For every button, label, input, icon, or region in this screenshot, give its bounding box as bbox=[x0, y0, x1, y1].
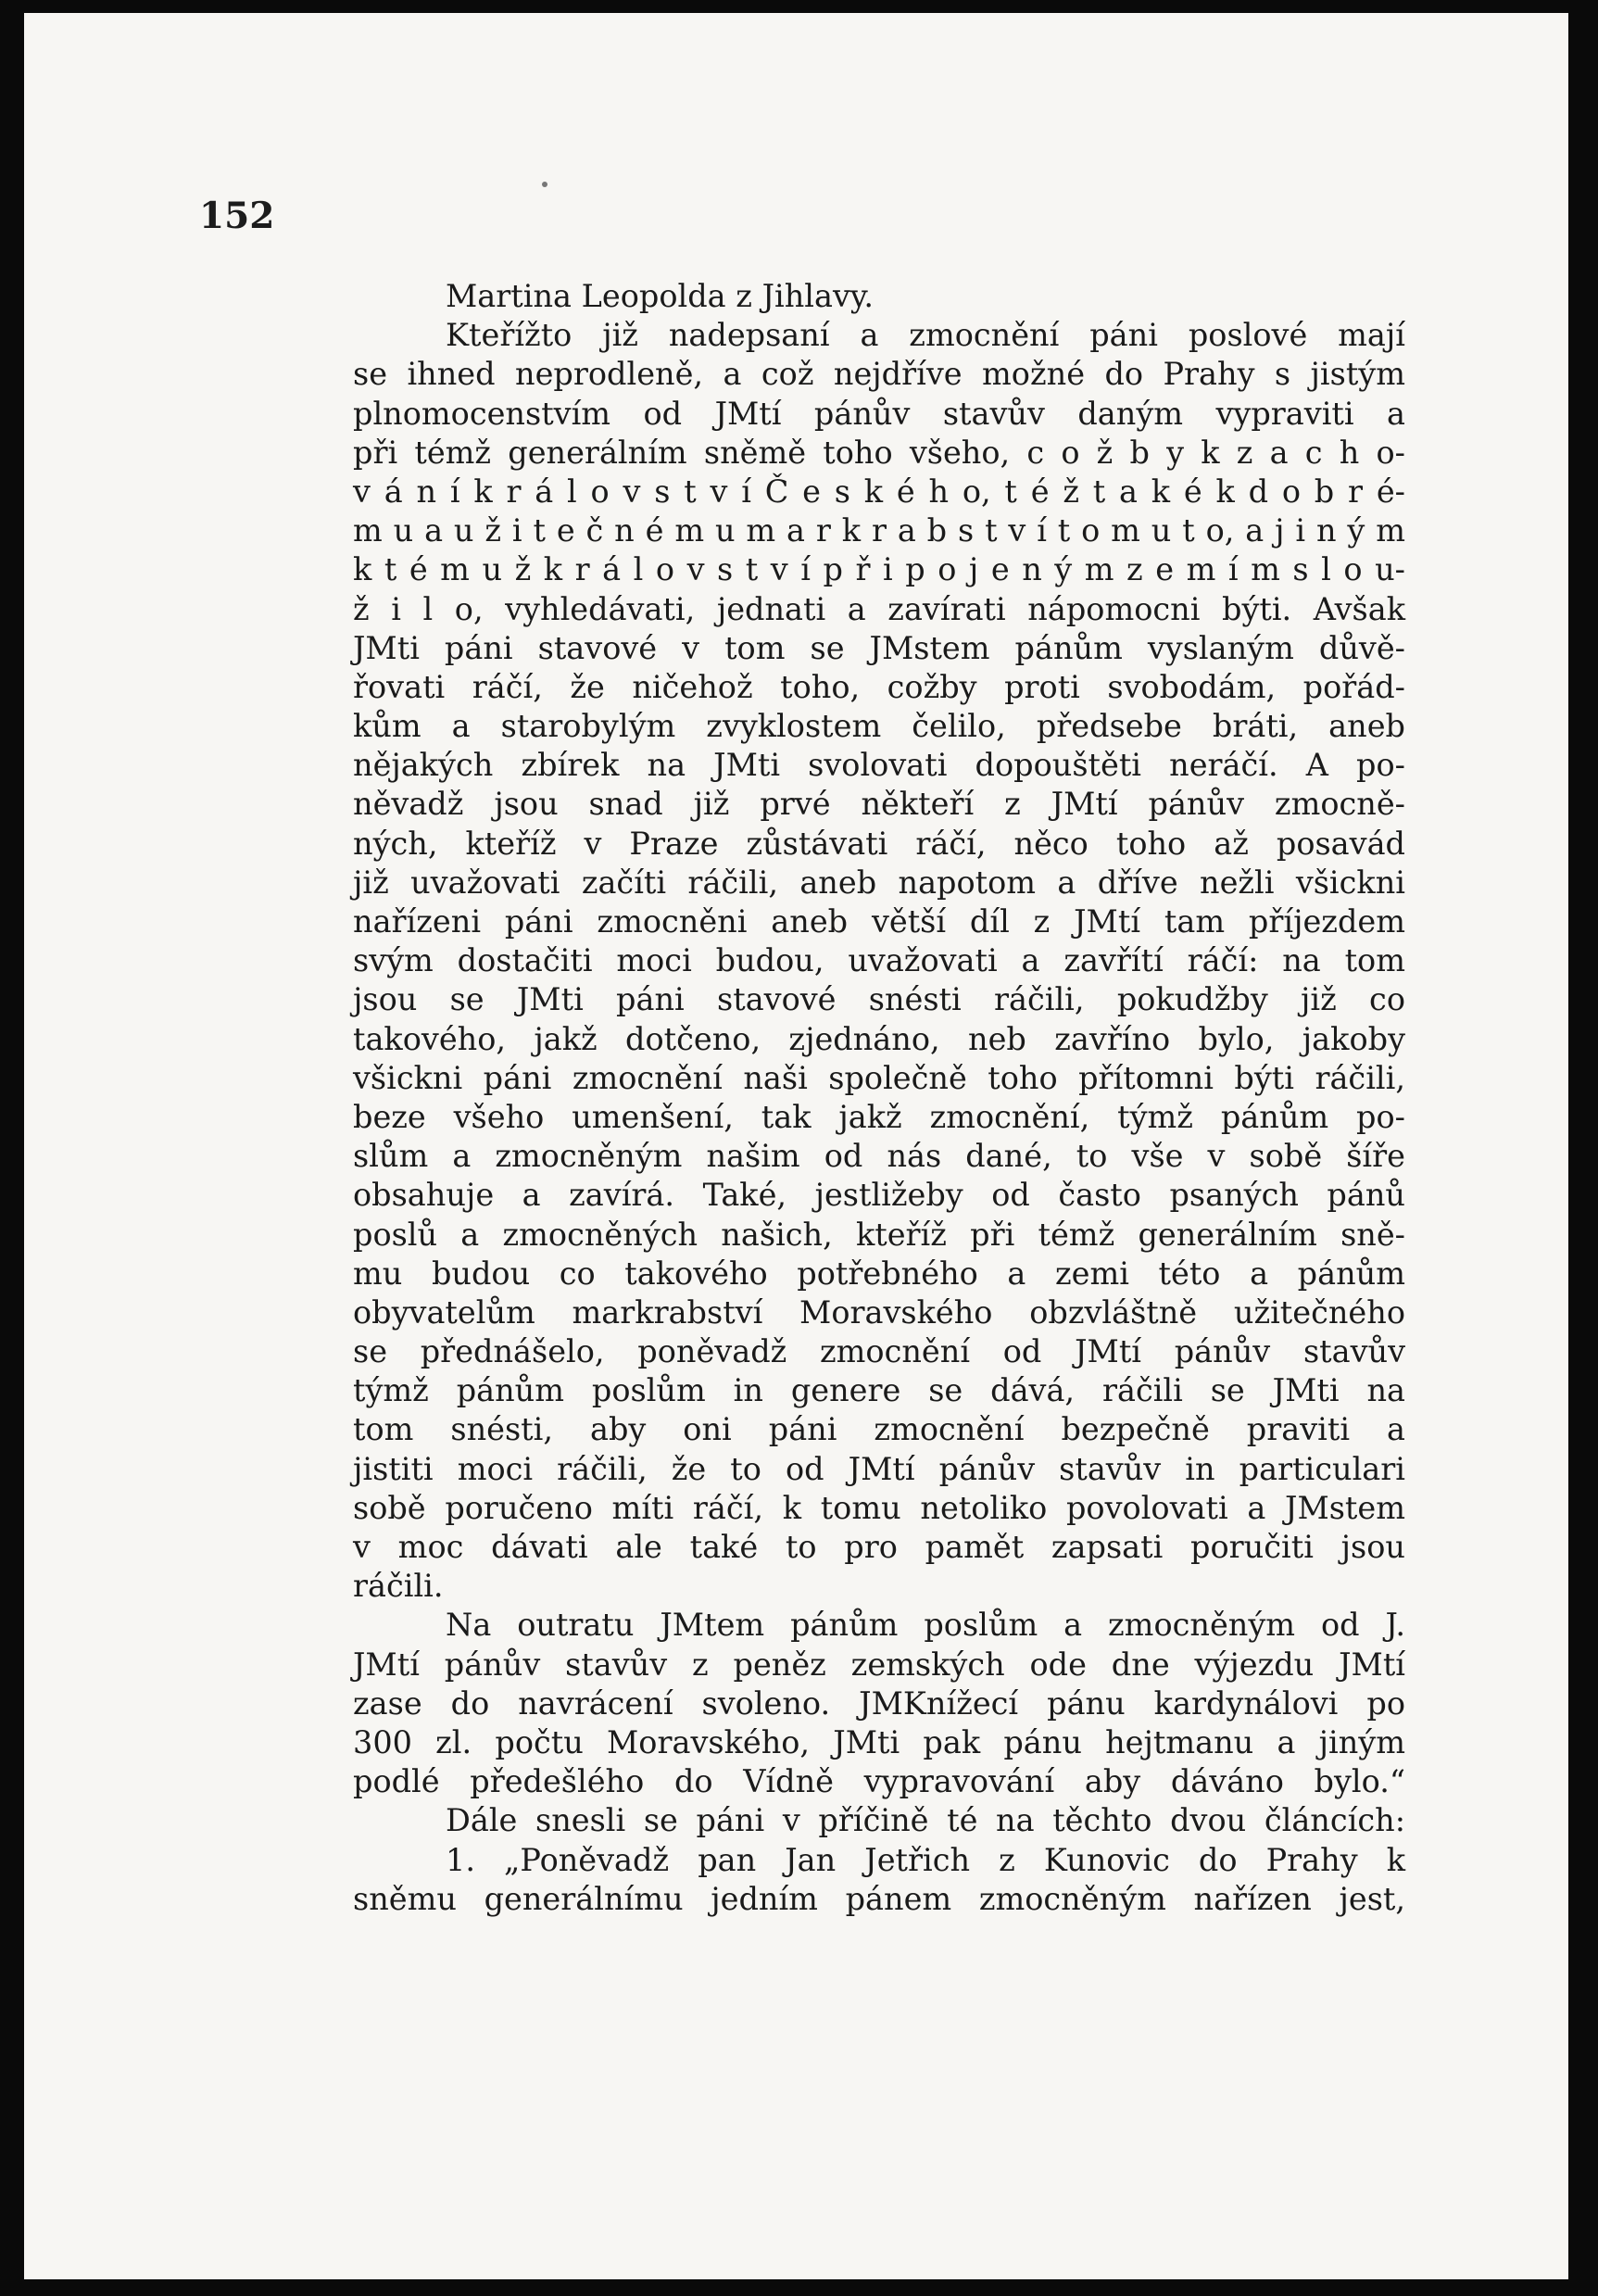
text-line: něvadž jsou snad již prvé někteří z JMtí pánův zmocně- bbox=[353, 786, 1405, 823]
text-line: tom snésti, aby oni páni zmocnění bezpečně praviti a bbox=[353, 1411, 1405, 1448]
text-line: m u a u ž i t e č n é m u m a r k r a b s t v í t o m u t o, a j i n ý m bbox=[353, 512, 1405, 549]
text-line: sněmu generálnímu jedním pánem zmocněným nařízen jest, bbox=[353, 1880, 1405, 1917]
body-text bbox=[353, 277, 1405, 1919]
text-line: 1. „Poněvadž pan Jan Jetřich z Kunovic do Prahy k bbox=[446, 1841, 1405, 1878]
text-line: všickni páni zmocnění naši společně toho přítomni býti ráčili, bbox=[353, 1059, 1405, 1096]
text-line: takového, jakž dotčeno, zjednáno, neb zavříno bylo, jakoby bbox=[353, 1020, 1405, 1057]
text-line: 300 zl. počtu Moravského, JMti pak pánu hejtmanu a jiným bbox=[353, 1723, 1405, 1760]
text-line: JMti páni stavové v tom se JMstem pánům vyslaným důvě- bbox=[353, 629, 1405, 666]
text-line: se ihned neprodleně, a což nejdříve možné do Prahy s jistým bbox=[353, 356, 1405, 393]
text-line: jsou se JMti páni stavové snésti ráčili, pokudžby již co bbox=[353, 981, 1405, 1018]
text-line: Kteřížto již nadepsaní a zmocnění páni poslové mají bbox=[446, 317, 1405, 354]
text-line: ž i l o, vyhledávati, jednati a zavírati nápomocni býti. Avšak bbox=[353, 590, 1405, 627]
text-line: nějakých zbírek na JMti svolovati dopouštěti neráčí. A po- bbox=[353, 747, 1405, 784]
document-page bbox=[24, 13, 1568, 2279]
text-line: JMtí pánův stavův z peněz zemských ode dne výjezdu JMtí bbox=[353, 1646, 1405, 1683]
text-line: Dále snesli se páni v příčině té na těchto dvou článcích: bbox=[446, 1802, 1405, 1839]
text-line: mu budou co takového potřebného a zemi této a pánům bbox=[353, 1255, 1405, 1292]
text-line: v moc dávati ale také to pro pamět zapsati poručiti jsou bbox=[353, 1529, 1405, 1565]
text-line: týmž pánům poslům in genere se dává, ráčili se JMti na bbox=[353, 1372, 1405, 1409]
page-number: 152 bbox=[199, 195, 275, 237]
text-line: obyvatelům markrabství Moravského obzvláštně užitečného bbox=[353, 1293, 1405, 1331]
text-line: plnomocenstvím od JMtí pánův stavův daným vypraviti a bbox=[353, 395, 1405, 432]
text-line: jistiti moci ráčili, že to od JMtí pánův stavův in particulari bbox=[353, 1450, 1405, 1487]
text-line: zase do navrácení svoleno. JMKnížecí pánu kardynálovi po bbox=[353, 1684, 1405, 1722]
text-line: poslů a zmocněných našich, kteříž při témž generálním sně- bbox=[353, 1216, 1405, 1253]
text-line: ných, kteříž v Praze zůstávati ráčí, něco toho až posavád bbox=[353, 825, 1405, 862]
text-line: Na outratu JMtem pánům poslům a zmocněným od J. bbox=[446, 1607, 1405, 1644]
text-line: slům a zmocněným našim od nás dané, to vše v sobě šíře bbox=[353, 1138, 1405, 1175]
text-line: se přednášelo, poněvadž zmocnění od JMtí pánův stavův bbox=[353, 1333, 1405, 1370]
ink-speck bbox=[542, 182, 547, 187]
text-line: při témž generálním sněmě toho všeho, c o ž b y k z a c h o- bbox=[353, 434, 1405, 471]
text-line: obsahuje a zavírá. Také, jestližeby od často psaných pánů bbox=[353, 1177, 1405, 1214]
text-line: řovati ráčí, že ničehož toho, cožby proti svobodám, pořád- bbox=[353, 668, 1405, 705]
text-line: již uvažovati začíti ráčili, aneb napotom a dříve nežli všickni bbox=[353, 864, 1405, 901]
text-line: beze všeho umenšení, tak jakž zmocnění, týmž pánům po- bbox=[353, 1098, 1405, 1135]
text-line: svým dostačiti moci budou, uvažovati a zavřítí ráčí: na tom bbox=[353, 942, 1405, 979]
text-line: ráčili. bbox=[353, 1568, 444, 1605]
text-line: podlé předešlého do Vídně vypravování aby dáváno bylo.“ bbox=[353, 1763, 1405, 1800]
text-line: v á n í k r á l o v s t v í Č e s k é h o, t é ž t a k é k d o b r é- bbox=[353, 473, 1405, 510]
text-line: kům a starobylým zvyklostem čelilo, předsebe bráti, aneb bbox=[353, 708, 1405, 745]
text-line: Martina Leopolda z Jihlavy. bbox=[446, 278, 874, 314]
text-line: k t é m u ž k r á l o v s t v í p ř i p o j e n ý m z e m í m s l o u- bbox=[353, 551, 1405, 588]
text-line: nařízeni páni zmocněni aneb větší díl z JMtí tam příjezdem bbox=[353, 903, 1405, 940]
text-line: sobě poručeno míti ráčí, k tomu netoliko povolovati a JMstem bbox=[353, 1489, 1405, 1526]
